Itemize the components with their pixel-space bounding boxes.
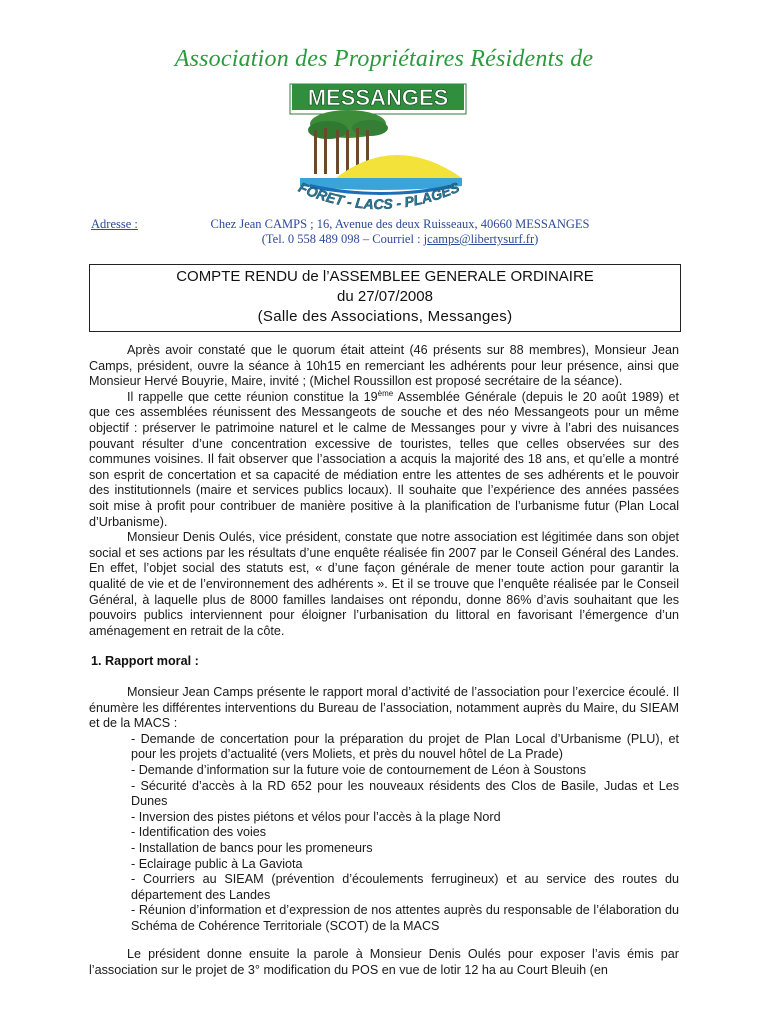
intro-paragraph-2 — [89, 390, 679, 530]
list-item: - Eclairage public à La Gaviota — [131, 856, 303, 871]
intro-section — [89, 343, 679, 639]
list-item: - Inversion des pistes piétons et vélos pour l’accès à la plage Nord — [131, 809, 501, 824]
intro-paragraph-1: Après avoir constaté que le quorum était atteint (46 présents sur 88 membres), Monsieur Jean Camps, président, ouvre la séance à 10h15 en remerciant les adhérents pour leur présence, ainsi que Monsieur Hervé Bouyrie, Maire, invité ; (Michel Roussillon est proposé secrétaire de la séance). — [89, 343, 679, 389]
messanges-logo — [286, 78, 470, 216]
report-title-box — [89, 264, 681, 332]
report-location: (Salle des Associations, Messanges) — [257, 308, 513, 325]
report-date: du 27/07/2008 — [337, 288, 433, 305]
list-item: - Réunion d’information et d’expression de nos attentes auprès du responsable de l’élaboration du Schéma de Cohérence Territoriale (SCOT) de la MACS — [131, 903, 679, 933]
section-heading-rapport-moral: 1. Rapport moral : — [91, 654, 199, 668]
list-item: - Installation de bancs pour les promeneurs — [131, 840, 373, 855]
contact-prefix: (Tel. 0 558 489 098 – Courriel : — [261, 232, 424, 246]
intro-p2-start: Il rappelle que cette réunion constitue la 19 — [127, 389, 378, 404]
report-title: COMPTE RENDU de l’ASSEMBLEE GENERALE ORDINAIRE — [176, 268, 594, 285]
interventions-list — [89, 732, 679, 935]
rapport-paragraph-1: Monsieur Jean Camps présente le rapport moral d’activité de l’association pour l’exercice écoulé. Il énumère les différentes interventions du Bureau de l’association, notamment auprès du Maire, du SIEAM et de la MACS : — [89, 685, 679, 731]
ordinal-superscript: ème — [377, 388, 394, 398]
address-line: Chez Jean CAMPS ; 16, Avenue des deux Ruisseaux, 40660 MESSANGES — [210, 217, 590, 231]
rapport-moral-section — [89, 685, 679, 935]
contact-suffix: ) — [534, 232, 539, 246]
contact-line — [170, 232, 630, 247]
svg-text:MESSANGES: MESSANGES — [307, 85, 449, 110]
email-link[interactable]: jcamps@libertysurf.fr — [423, 232, 535, 246]
rapport-continuation — [89, 947, 679, 978]
list-item: - Identification des voies — [131, 825, 267, 840]
rapport-paragraph-2: Le président donne ensuite la parole à Monsieur Denis Oulés pour exposer l’avis émis par l’association sur le projet de 3° modification du POS en vue de lotir 12 ha au Court Bleuih (en — [89, 947, 679, 977]
association-title: Association des Propriétaires Résidents de — [174, 46, 594, 72]
intro-paragraph-3: Monsieur Denis Oulés, vice président, constate que notre association est légitimée dans son objet social et ses actions par les résultats d’une enquête réalisée fin 2007 par le Conseil Général des Landes. En effet, l’objet social des statuts est, « d’une façon générale de mener toute action pour garantir la qualité de vie et de l’environnement des adhérents ». Et il se trouve que l’enquête réalisée par le Conseil Général, à laquelle plus de 8000 familles landaises ont répondu, donne 86% d’avis souhaitant que les pouvoirs publics interviennent pour éloigner l’urbanisation du littoral en favorisant l’émergence d’un aménagement en retrait de la côte. — [89, 530, 679, 638]
svg-text:FORET - LACS - PLAGES: FORET - LACS - PLAGES — [296, 178, 462, 213]
list-item: - Demande d’information sur la future voie de contournement de Léon à Soustons — [131, 762, 587, 777]
list-item: - Sécurité d’accès à la RD 652 pour les nouveaux résidents des Clos de Basile, Judas et Les Dunes — [131, 778, 679, 809]
list-item: - Courriers au SIEAM (prévention d’écoulements ferrugineux) et au service des routes du département des Landes — [131, 872, 679, 902]
intro-p2-rest: Assemblée Générale (depuis le 20 août 1989) et que ces assemblées réunissent des Messangeots de souche et des néo Messangeots pour un même objectif : préserver le patrimoine naturel et le calme de Messanges pour y vivre à l’abri des nuisances pouvant résulter d’une concentration excessive de touristes, telles que celles observées sur des communes voisines. Il fait observer que l’association a acquis la majorité des 18 ans, et qu’elle a montré son esprit de concertation et sa capacité de médiation entre les attentes de ses adhérents et le pouvoir des institutionnels (maire et services publics locaux). Il souhaite que l’expérience des années passées soit mise à profit pour contribuer de manière positive à la planification de l’urbanisme futur (Plan Local d’Urbanisme). — [89, 389, 679, 529]
list-item: - Demande de concertation pour la préparation du projet de Plan Local d’Urbanisme (PLU), et pour les projets d’actualité (vers Moliets, et près du nouvel hôtel de La Prade) — [131, 731, 679, 762]
address-label: Adresse : — [91, 217, 138, 231]
